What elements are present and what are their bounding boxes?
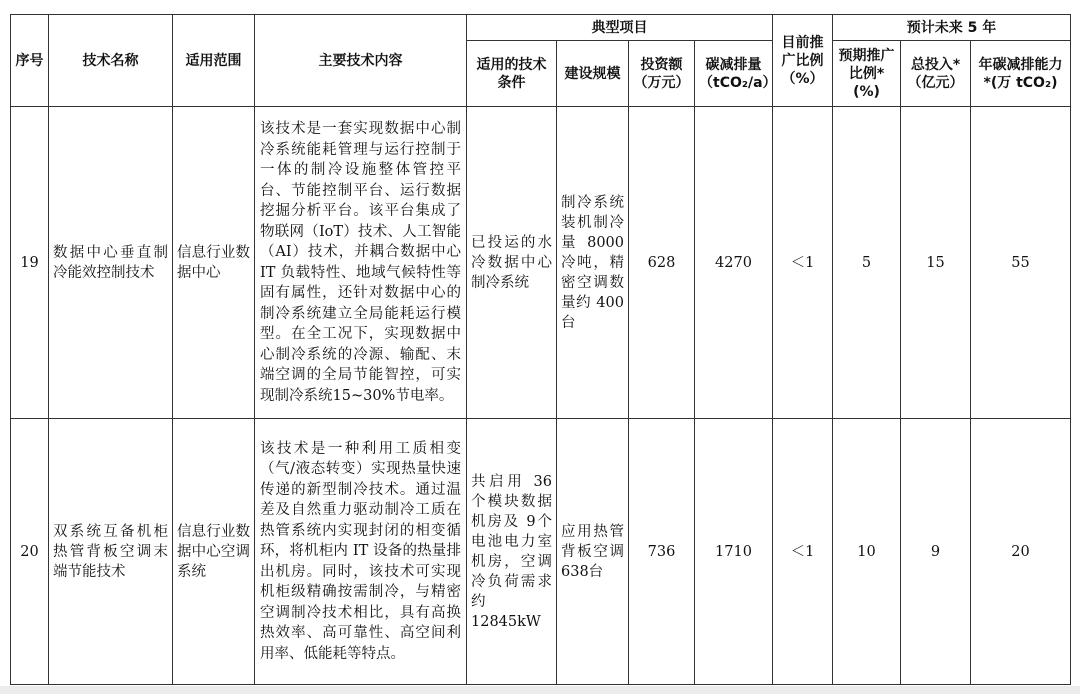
- header-scale: 建设规模: [557, 41, 629, 107]
- table-row: [11, 107, 1071, 419]
- cell-total-invest: 9: [901, 419, 971, 685]
- header-total-invest: 总投入*（亿元）: [901, 41, 971, 107]
- cell-seq: 19: [11, 107, 49, 419]
- header-seq: 序号: [11, 15, 49, 107]
- cell-reduction: 1710: [695, 419, 773, 685]
- cell-annual-capacity: 55: [971, 107, 1071, 419]
- cell-current-ratio: ＜1: [773, 419, 833, 685]
- cell-expected-ratio: 5: [833, 107, 901, 419]
- cell-expected-ratio: 10: [833, 419, 901, 685]
- cell-investment: 628: [629, 107, 695, 419]
- header-annual-capacity: 年碳减排能力*(万 tCO₂): [971, 41, 1071, 107]
- header-forecast: 预计未来 5 年: [833, 15, 1071, 41]
- cell-scope: 信息行业数据中心: [173, 107, 255, 419]
- cell-main-content: 该技术是一套实现数据中心制冷系统能耗管理与运行控制于一体的制冷设施整体管控平台、节能控制平台、运行数据挖掘分析平台。该平台集成了物联网（IoT）技术、人工智能（AI）技术，并耦合数据中心 IT 负载特性、地域气候特性等固有属性，还针对数据中心的制冷系统建立全局能耗运行模型。在全工况下，实现数据中心制冷系统的冷源、输配、末端空调的全局节能智控，可实现制冷系统15~30%节电率。: [255, 107, 467, 419]
- cell-total-invest: 15: [901, 107, 971, 419]
- cell-conditions: 共启用 36个模块数据机房及 9个电池电力室机房，空调冷负荷需求约12845kW: [467, 419, 557, 685]
- header-investment: 投资额（万元）: [629, 41, 695, 107]
- cell-scale: 应用热管背板空调638台: [557, 419, 629, 685]
- header-current-ratio: 目前推广比例（%）: [773, 15, 833, 107]
- header-scope: 适用范围: [173, 15, 255, 107]
- cell-seq: 20: [11, 419, 49, 685]
- cell-annual-capacity: 20: [971, 419, 1071, 685]
- cell-tech-name: 数据中心垂直制冷能效控制技术: [49, 107, 173, 419]
- technology-table: [10, 14, 1071, 685]
- cell-scale: 制冷系统装机制冷量 8000冷吨，精密空调数量约 400台: [557, 107, 629, 419]
- cell-conditions: 已投运的水冷数据中心制冷系统: [467, 107, 557, 419]
- cell-tech-name: 双系统互备机柜热管背板空调末端节能技术: [49, 419, 173, 685]
- cell-current-ratio: ＜1: [773, 107, 833, 419]
- cell-scope: 信息行业数据中心空调系统: [173, 419, 255, 685]
- header-main-content: 主要技术内容: [255, 15, 467, 107]
- cell-investment: 736: [629, 419, 695, 685]
- cell-reduction: 4270: [695, 107, 773, 419]
- header-expected-ratio: 预期推广比例*(%): [833, 41, 901, 107]
- technology-table-container: [10, 14, 1071, 685]
- header-tech-name: 技术名称: [49, 15, 173, 107]
- header-conditions: 适用的技术条件: [467, 41, 557, 107]
- header-typical-project: 典型项目: [467, 15, 773, 41]
- table-row: [11, 419, 1071, 685]
- bottom-scroll-edge: [0, 686, 1080, 694]
- cell-main-content: 该技术是一种利用工质相变（气/液态转变）实现热量快速传递的新型制冷技术。通过温差及自然重力驱动制冷工质在热管系统内实现封闭的相变循环，将机柜内 IT 设备的热量排出机房。同时，该技术可实现机柜级精确按需制冷，与精密空调制冷技术相比，具有高换热效率、高可靠性、高空间利用率、低能耗等特点。: [255, 419, 467, 685]
- header-reduction: 碳减排量（tCO₂/a）: [695, 41, 773, 107]
